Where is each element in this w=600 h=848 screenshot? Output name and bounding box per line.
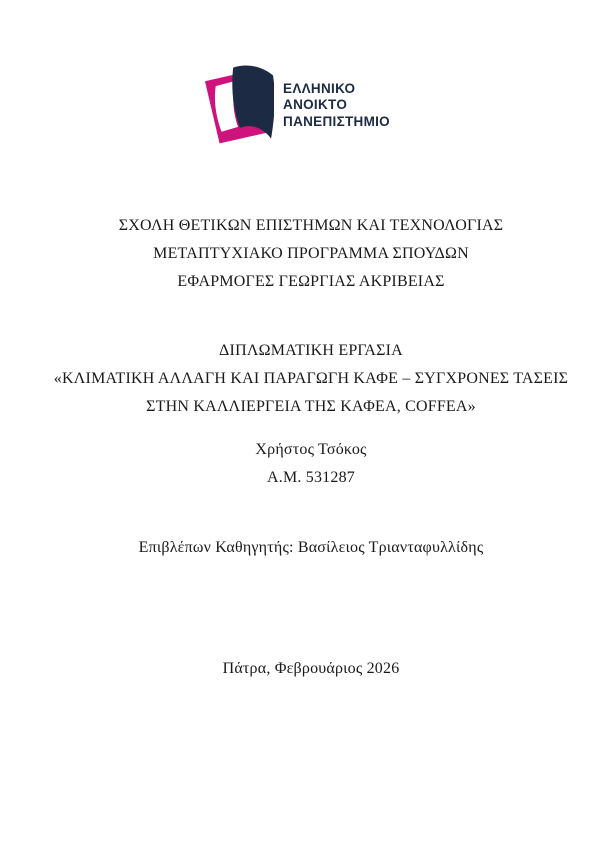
specialization-name: ΕΦΑΡΜΟΓΕΣ ΓΕΩΡΓΙΑΣ ΑΚΡΙΒΕΙΑΣ — [177, 273, 445, 290]
school-name: ΣΧΟΛΗ ΘΕΤΙΚΩΝ ΕΠΙΣΤΗΜΩΝ ΚΑΙ ΤΕΧΝΟΛΟΓΙΑΣ — [118, 217, 504, 234]
author-registration-number: Α.Μ. 531287 — [267, 469, 355, 486]
thesis-type-label: ΔΙΠΛΩΜΑΤΙΚΗ ΕΡΓΑΣΙΑ — [219, 342, 403, 359]
logo-wordmark-line-2: ΑΝΟΙΚΤΟ — [283, 97, 348, 113]
open-book-logo-icon — [204, 64, 274, 148]
thesis-title-line-2: ΣΤΗΝ ΚΑΛΛΙΕΡΓΕΙΑ ΤΗΣ ΚΑΦΕΑ, COFFEA» — [146, 398, 476, 415]
thesis-title-block — [22, 337, 600, 421]
institution-block — [22, 212, 600, 296]
university-logo-wordmark — [283, 81, 390, 131]
thesis-title-line-1: «ΚΛΙΜΑΤΙΚΗ ΑΛΛΑΓΗ ΚΑΙ ΠΑΡΑΓΩΓΗ ΚΑΦΕ – ΣΥΓΧΡΟΝΕΣ ΤΑΣΕΙΣ — [53, 370, 569, 387]
program-name: ΜΕΤΑΠΤΥΧΙΑΚΟ ΠΡΟΓΡΑΜΜΑ ΣΠΟΥΔΩΝ — [153, 245, 469, 262]
university-logo — [0, 63, 597, 148]
place-date-block — [22, 655, 600, 683]
place-date-line: Πάτρα, Φεβρουάριος 2026 — [222, 660, 400, 677]
logo-wordmark-line-3: ΠΑΝΕΠΙΣΤΗΜΙΟ — [283, 113, 390, 129]
author-name: Χρήστος Τσόκος — [255, 441, 367, 458]
supervisor-block — [22, 534, 600, 562]
logo-wordmark-line-1: ΕΛΛΗΝΙΚΟ — [283, 80, 356, 96]
supervisor-line: Επιβλέπων Καθηγητής: Βασίλειος Τριανταφυλλίδης — [138, 539, 484, 556]
author-block — [22, 436, 600, 492]
